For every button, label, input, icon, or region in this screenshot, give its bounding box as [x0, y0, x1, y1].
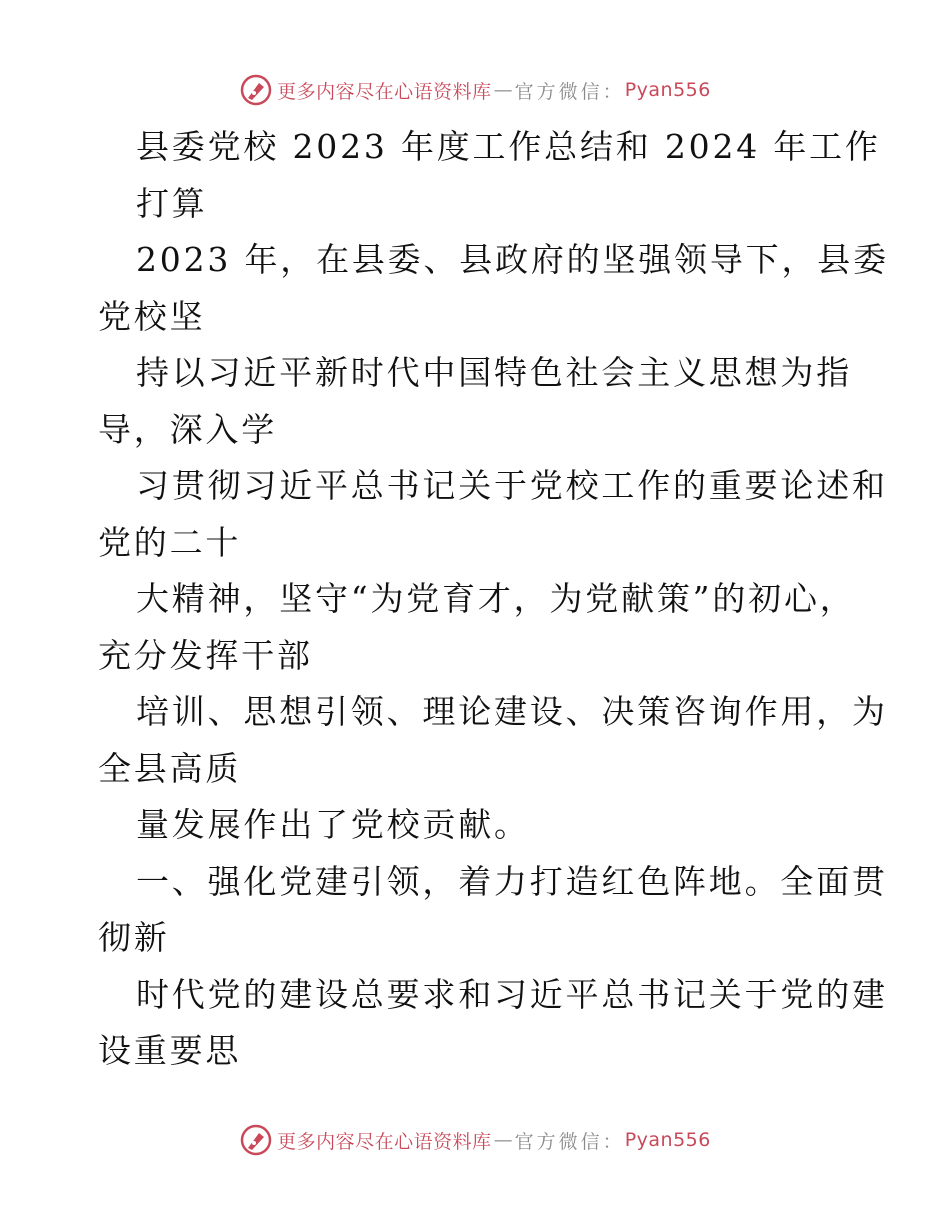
text-line: 彻新 — [98, 918, 170, 957]
text-line: 充分发挥干部 — [98, 635, 313, 675]
watermark-dash: — — [493, 1129, 513, 1151]
watermark-official-label: 官方微信： — [514, 80, 625, 103]
watermark-official-label: 官方微信： — [514, 1130, 625, 1153]
text-line: 县委党校 2023 年度工作总结和 2024 年工作 — [136, 127, 881, 166]
header-watermark — [0, 70, 950, 110]
pen-nib-circle-icon — [239, 73, 273, 107]
text-line: 时代党的建设总要求和习近平总书记关于党的建 — [136, 974, 888, 1014]
text-line: 量发展作出了党校贡献。 — [136, 805, 530, 844]
text-line: 持以习近平新时代中国特色社会主义思想为指 — [136, 353, 852, 392]
watermark-wechat-id: Pyan556 — [624, 1129, 711, 1151]
watermark-text: 更多内容尽在心语资料库 — [277, 1130, 492, 1153]
text-line: 设重要思 — [98, 1031, 242, 1070]
footer-watermark — [0, 1120, 950, 1160]
text-line: 一、强化党建引领，着力打造红色阵地。全面贯 — [136, 861, 888, 901]
text-line: 全县高质 — [98, 748, 242, 788]
document-body — [98, 119, 889, 1080]
text-line: 导，深入学 — [98, 409, 277, 449]
pen-nib-circle-icon — [239, 1123, 273, 1157]
watermark-wechat-id: Pyan556 — [624, 79, 711, 101]
text-line: 习贯彻习近平总书记关于党校工作的重要论述和 — [136, 466, 888, 505]
text-line: 大精神，坚守“为党育才，为党献策”的初心， — [136, 579, 856, 618]
watermark-dash: — — [493, 79, 513, 101]
text-line: 打算 — [136, 183, 208, 223]
text-line: 党校坚 — [98, 296, 206, 336]
text-line: 培训、思想引领、理论建设、决策咨询作用，为 — [136, 692, 888, 731]
text-line: 2023 年，在县委、县政府的坚强领导下，县委 — [136, 240, 889, 279]
text-line: 党的二十 — [98, 522, 242, 562]
watermark-text: 更多内容尽在心语资料库 — [277, 80, 492, 103]
